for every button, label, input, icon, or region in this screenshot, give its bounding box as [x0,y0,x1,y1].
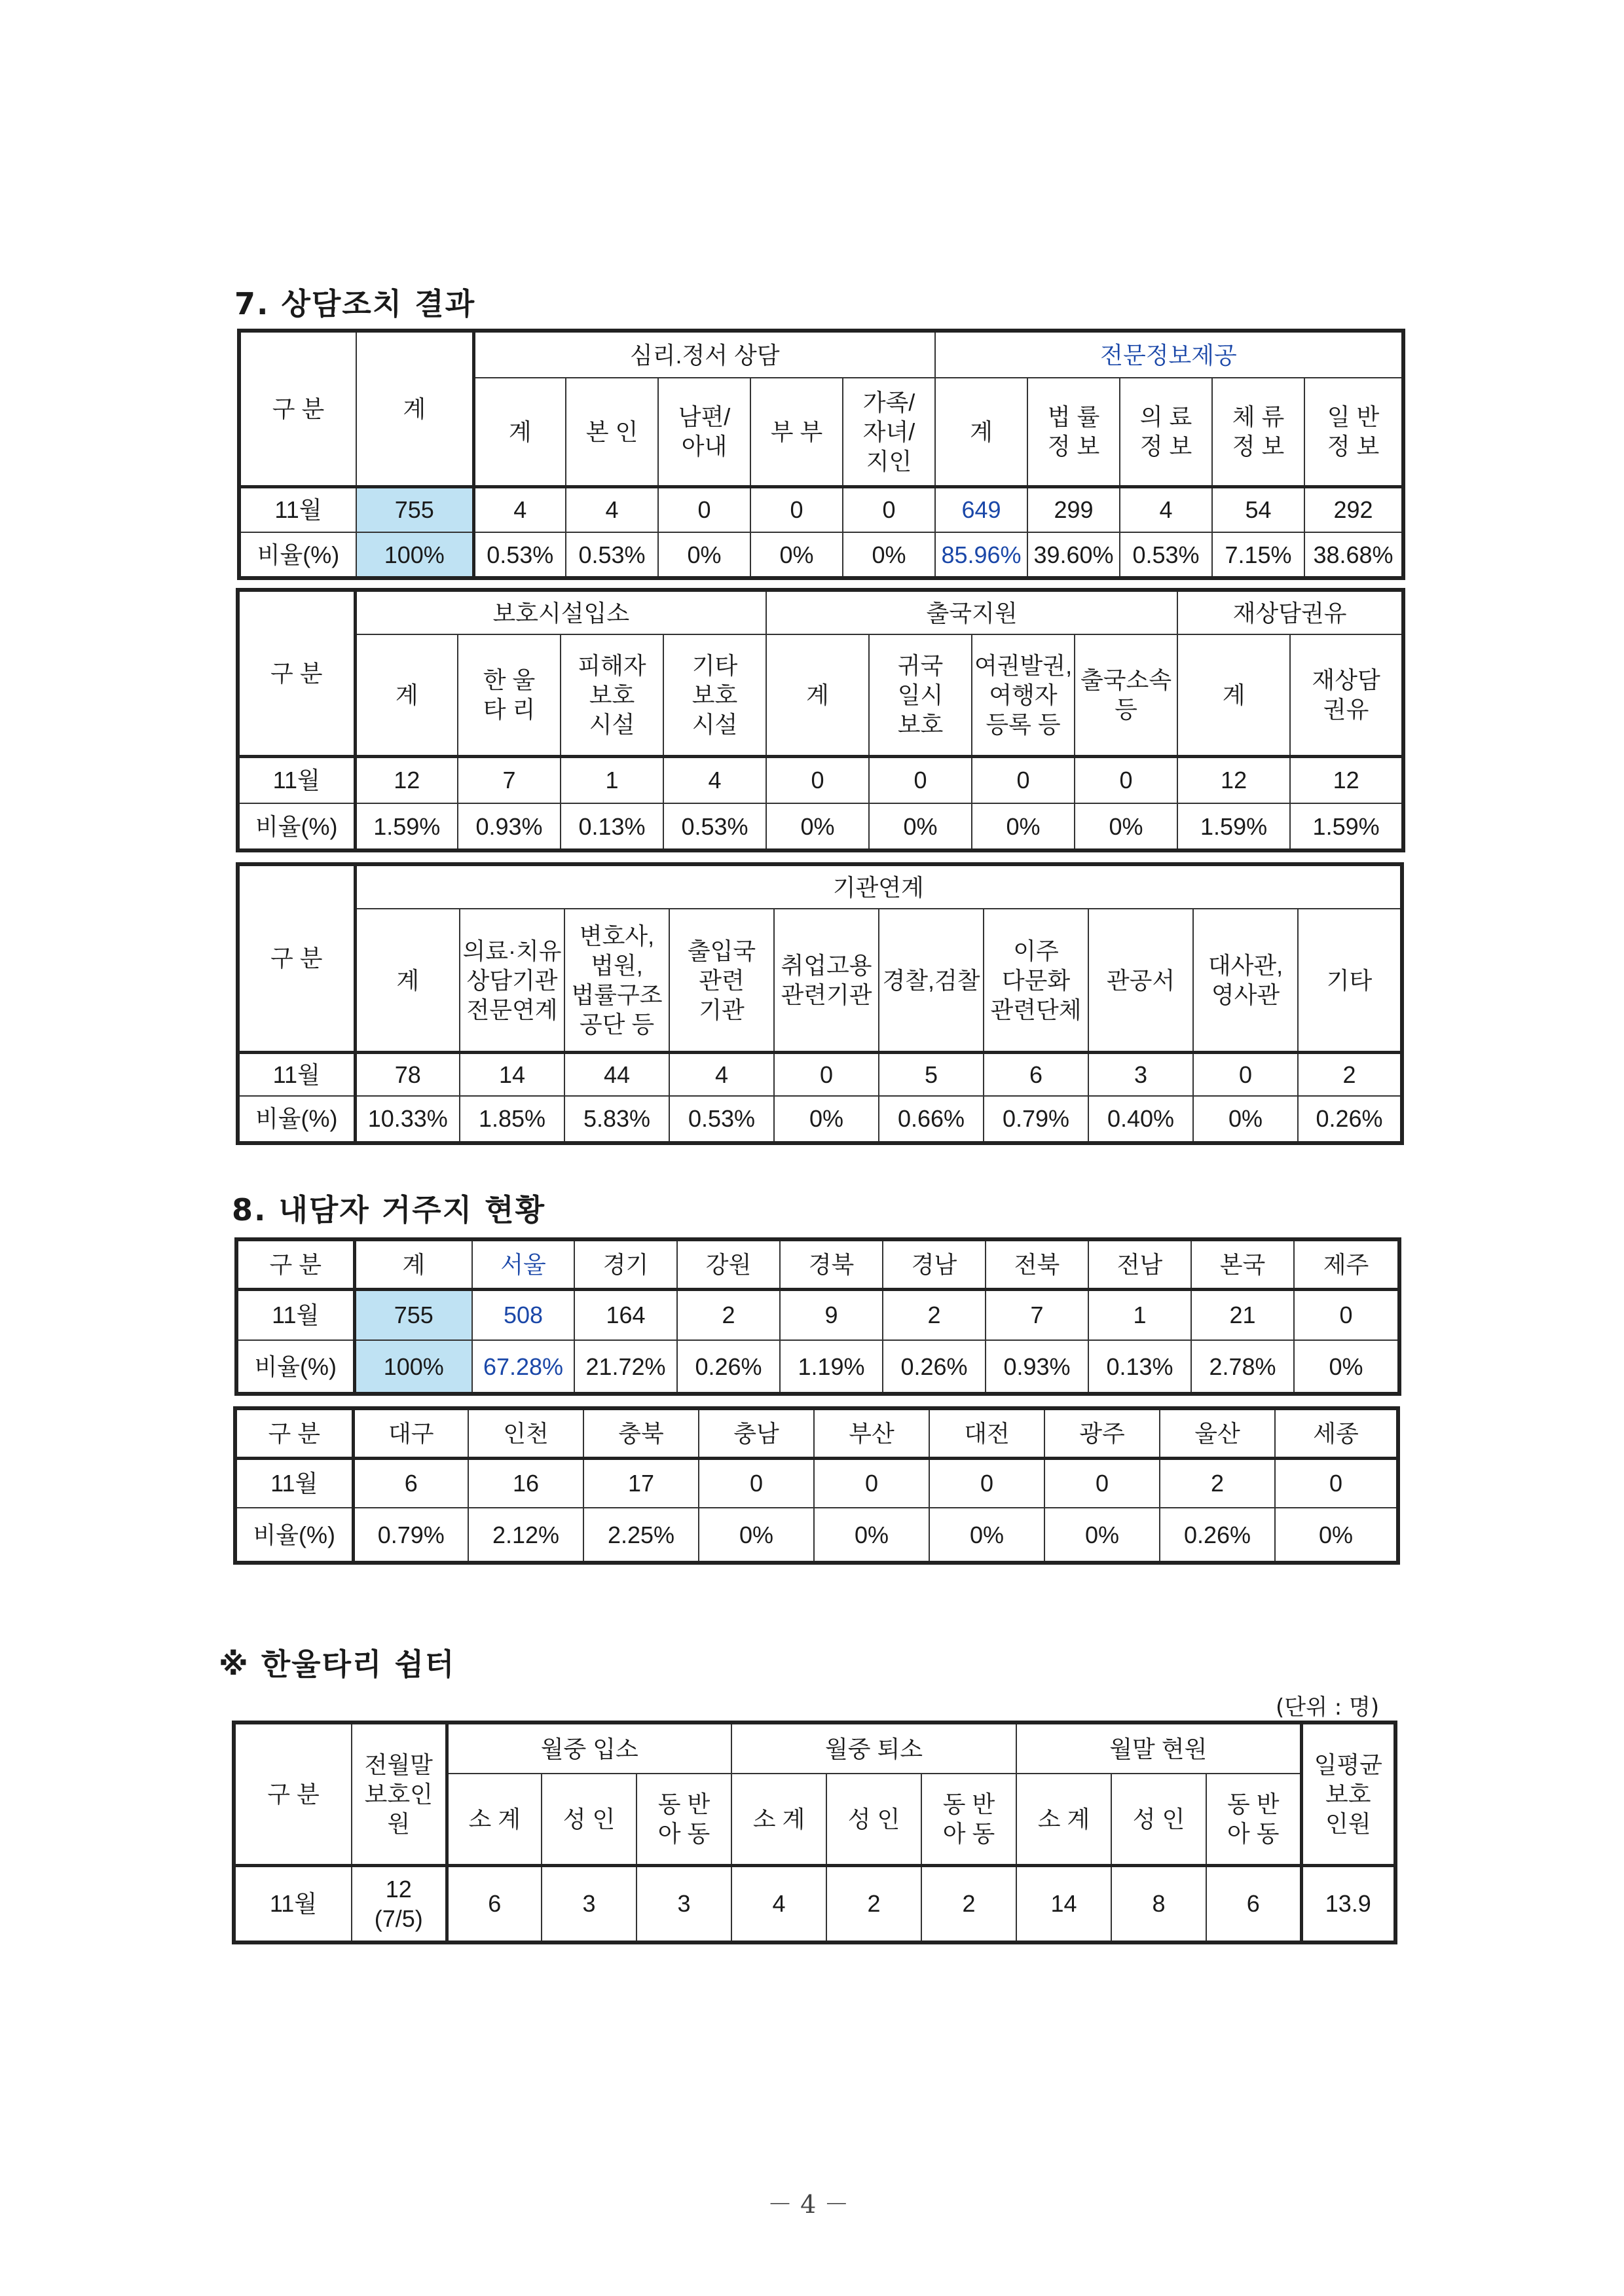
region-header: 강원 [677,1239,780,1289]
data-cell: 1 [1088,1289,1191,1340]
data-cell: 0.53% [669,1096,774,1143]
data-cell: 9 [780,1289,883,1340]
col-header: 계 [473,378,566,486]
section-7-title: 7. 상담조치 결과 [234,286,476,321]
region-header: 광주 [1044,1408,1160,1458]
data-cell: 14 [1016,1865,1111,1942]
data-cell: 0 [750,486,843,532]
data-cell: 4 [566,486,658,532]
data-cell: 54 [1212,486,1304,532]
data-cell: 1.59% [1177,803,1290,850]
data-cell: 0% [750,532,843,578]
data-cell: 0% [1275,1508,1398,1563]
data-cell: 0 [774,1052,879,1095]
col-header: 계 [766,634,869,756]
col-header: 귀국 일시 보호 [869,634,972,756]
counsel-result-table [237,329,1405,580]
data-cell: 0 [766,756,869,803]
gubun-header: 구 분 [234,1722,352,1865]
col-header: 성 인 [1111,1774,1206,1865]
col-header: 성 인 [542,1774,637,1865]
region-header: 전남 [1088,1239,1191,1289]
data-cell: 2 [921,1865,1016,1942]
data-cell: 0.79% [353,1508,468,1563]
region-header: 경북 [780,1239,883,1289]
data-cell: 16 [468,1458,583,1508]
col-header: 동 반 아 동 [921,1774,1016,1865]
region-header: 서울 [472,1239,574,1289]
data-cell: 508 [472,1289,574,1340]
region-header: 본국 [1191,1239,1294,1289]
data-cell: 2 [883,1289,986,1340]
recounsel-group: 재상담권유 [1177,590,1403,634]
data-cell: 0.79% [984,1096,1088,1143]
region-header: 세종 [1275,1408,1398,1458]
data-cell: 12 [1177,756,1290,803]
row-label: 11월 [239,486,356,532]
data-cell: 0 [1044,1458,1160,1508]
gubun-header: 구 분 [236,1239,354,1289]
col-header: 취업고용 관련기관 [774,909,879,1052]
unit-note: (단위 : 명) [1276,1694,1380,1721]
shelter-departure-table [236,588,1405,852]
row-label: 비율(%) [235,1508,353,1563]
data-cell: 4 [1120,486,1212,532]
data-cell: 164 [574,1289,677,1340]
data-cell: 0 [972,756,1075,803]
data-cell: 0% [869,803,972,850]
total-cell: 100% [356,532,473,578]
data-cell: 0.53% [473,532,566,578]
data-cell: 292 [1304,486,1403,532]
gubun-header: 구 분 [238,864,355,1052]
agency-link-group: 기관연계 [355,864,1402,909]
col-header: 체 류 정 보 [1212,378,1304,486]
data-cell: 5 [879,1052,984,1095]
psych-counsel-group: 심리.정서 상담 [473,331,935,378]
col-header: 동 반 아 동 [1206,1774,1301,1865]
data-cell: 0 [699,1458,814,1508]
residence-table-1 [234,1237,1401,1396]
data-cell: 0.53% [663,803,766,850]
region-header: 계 [354,1239,472,1289]
data-cell: 1.59% [355,803,458,850]
data-cell: 6 [353,1458,468,1508]
col-header: 한 울 타 리 [458,634,561,756]
row-label: 비율(%) [239,532,356,578]
col-header: 부 부 [750,378,843,486]
data-cell: 85.96% [935,532,1027,578]
col-header: 피해자 보호 시설 [561,634,663,756]
data-cell: 1.59% [1290,803,1403,850]
data-cell: 299 [1027,486,1120,532]
region-header: 충북 [583,1408,699,1458]
col-header: 변호사, 법원, 법률구조 공단 등 [564,909,669,1052]
data-cell: 0% [1193,1096,1298,1143]
region-header: 충남 [699,1408,814,1458]
row-label: 비율(%) [238,1096,355,1143]
data-cell: 0% [1044,1508,1160,1563]
agency-link-table [236,862,1404,1145]
data-cell: 0% [929,1508,1044,1563]
admission-group: 월중 입소 [447,1722,731,1774]
region-header: 경기 [574,1239,677,1289]
total-cell: 755 [356,486,473,532]
residence-table-2 [233,1406,1400,1565]
data-cell: 44 [564,1052,669,1095]
shelter-table [232,1721,1397,1944]
col-header: 계 [1177,634,1290,756]
col-header: 일 반 정 보 [1304,378,1403,486]
data-cell: 0% [658,532,750,578]
data-cell: 5.83% [564,1096,669,1143]
region-header: 부산 [814,1408,929,1458]
data-cell: 1.85% [460,1096,564,1143]
data-cell: 0% [814,1508,929,1563]
data-cell: 0% [1294,1340,1399,1394]
data-cell: 0 [869,756,972,803]
data-cell: 7 [986,1289,1088,1340]
col-header: 재상담 권유 [1290,634,1403,756]
data-cell: 4 [663,756,766,803]
data-cell: 0 [814,1458,929,1508]
data-cell: 0% [843,532,935,578]
data-cell: 17 [583,1458,699,1508]
data-cell: 4 [669,1052,774,1095]
data-cell: 0 [658,486,750,532]
daily-avg-cell: 13.9 [1301,1865,1395,1942]
data-cell: 6 [1206,1865,1301,1942]
row-label: 비율(%) [236,1340,354,1394]
col-header: 성 인 [826,1774,921,1865]
col-header: 출입국 관련 기관 [669,909,774,1052]
section-8-title: 8. 내담자 거주지 현황 [232,1192,546,1228]
expert-info-group: 전문정보제공 [935,331,1403,378]
discharge-group: 월중 퇴소 [731,1722,1016,1774]
data-cell: 0% [699,1508,814,1563]
row-label: 11월 [235,1458,353,1508]
data-cell: 1.19% [780,1340,883,1394]
data-cell: 0.13% [561,803,663,850]
region-header: 대구 [353,1408,468,1458]
departure-support-group: 출국지원 [766,590,1177,634]
month-end-group: 월말 현원 [1016,1722,1301,1774]
data-cell: 8 [1111,1865,1206,1942]
region-header: 제주 [1294,1239,1399,1289]
gubun-header: 구 분 [238,590,355,756]
data-cell: 2.78% [1191,1340,1294,1394]
row-label: 11월 [238,1052,355,1095]
daily-avg-header: 일평균 보호 인원 [1301,1722,1395,1865]
row-label: 11월 [234,1865,352,1942]
region-header: 울산 [1160,1408,1275,1458]
col-header: 의료·치유 상담기관 전문연계 [460,909,564,1052]
col-header: 계 [355,634,458,756]
col-header: 관공서 [1088,909,1193,1052]
col-header: 의 료 정 보 [1120,378,1212,486]
col-header: 본 인 [566,378,658,486]
region-header: 대전 [929,1408,1044,1458]
data-cell: 0% [766,803,869,850]
total-header: 계 [356,331,473,486]
shelter-title: ※ 한울타리 쉼터 [219,1647,456,1682]
data-cell: 0 [1075,756,1177,803]
page-number: － 4 － [767,2190,849,2219]
gubun-header: 구 분 [235,1408,353,1458]
data-cell: 0 [843,486,935,532]
row-label: 11월 [238,756,355,803]
col-header: 기타 [1298,909,1402,1052]
data-cell: 3 [542,1865,637,1942]
data-cell: 0% [1075,803,1177,850]
col-header: 기타 보호 시설 [663,634,766,756]
data-cell: 7.15% [1212,532,1304,578]
gubun-header: 구 분 [239,331,356,486]
data-cell: 4 [473,486,566,532]
data-cell: 0 [1193,1052,1298,1095]
data-cell: 12 [355,756,458,803]
data-cell: 39.60% [1027,532,1120,578]
col-header: 여권발권, 여행자 등록 등 [972,634,1075,756]
data-cell: 0.26% [883,1340,986,1394]
data-cell: 6 [984,1052,1088,1095]
region-header: 인천 [468,1408,583,1458]
data-cell: 2 [1298,1052,1402,1095]
data-cell: 7 [458,756,561,803]
data-cell: 3 [1088,1052,1193,1095]
data-cell: 67.28% [472,1340,574,1394]
region-header: 전북 [986,1239,1088,1289]
col-header: 경찰,검찰 [879,909,984,1052]
data-cell: 0.40% [1088,1096,1193,1143]
data-cell: 0 [1275,1458,1398,1508]
data-cell: 2 [826,1865,921,1942]
row-label: 비율(%) [238,803,355,850]
data-cell: 1 [561,756,663,803]
data-cell: 2 [677,1289,780,1340]
prev-month-cell: 12 (7/5) [352,1865,447,1942]
data-cell: 0 [1294,1289,1399,1340]
data-cell: 4 [731,1865,826,1942]
prev-month-header: 전월말 보호인원 [352,1722,447,1865]
data-cell: 38.68% [1304,532,1403,578]
col-header: 소 계 [731,1774,826,1865]
col-header: 계 [355,909,460,1052]
data-cell: 2 [1160,1458,1275,1508]
data-cell: 21 [1191,1289,1294,1340]
data-cell: 3 [637,1865,731,1942]
data-cell: 649 [935,486,1027,532]
region-header: 경남 [883,1239,986,1289]
data-cell: 0 [929,1458,1044,1508]
total-cell: 755 [354,1289,472,1340]
data-cell: 0.93% [458,803,561,850]
data-cell: 0.93% [986,1340,1088,1394]
col-header: 법 률 정 보 [1027,378,1120,486]
col-header: 소 계 [447,1774,542,1865]
data-cell: 0.26% [677,1340,780,1394]
data-cell: 0.26% [1298,1096,1402,1143]
data-cell: 6 [447,1865,542,1942]
data-cell: 21.72% [574,1340,677,1394]
total-cell: 100% [354,1340,472,1394]
data-cell: 2.25% [583,1508,699,1563]
data-cell: 0% [774,1096,879,1143]
data-cell: 78 [355,1052,460,1095]
col-header: 계 [935,378,1027,486]
col-header: 대사관, 영사관 [1193,909,1298,1052]
col-header: 이주 다문화 관련단체 [984,909,1088,1052]
row-label: 11월 [236,1289,354,1340]
data-cell: 14 [460,1052,564,1095]
col-header: 가족/ 자녀/ 지인 [843,378,935,486]
col-header: 동 반 아 동 [637,1774,731,1865]
data-cell: 2.12% [468,1508,583,1563]
col-header: 출국소속 등 [1075,634,1177,756]
data-cell: 0% [972,803,1075,850]
col-header: 남편/ 아내 [658,378,750,486]
data-cell: 0.13% [1088,1340,1191,1394]
shelter-admission-group: 보호시설입소 [355,590,766,634]
data-cell: 0.66% [879,1096,984,1143]
col-header: 소 계 [1016,1774,1111,1865]
data-cell: 0.53% [566,532,658,578]
data-cell: 0.26% [1160,1508,1275,1563]
data-cell: 12 [1290,756,1403,803]
data-cell: 0.53% [1120,532,1212,578]
data-cell: 10.33% [355,1096,460,1143]
